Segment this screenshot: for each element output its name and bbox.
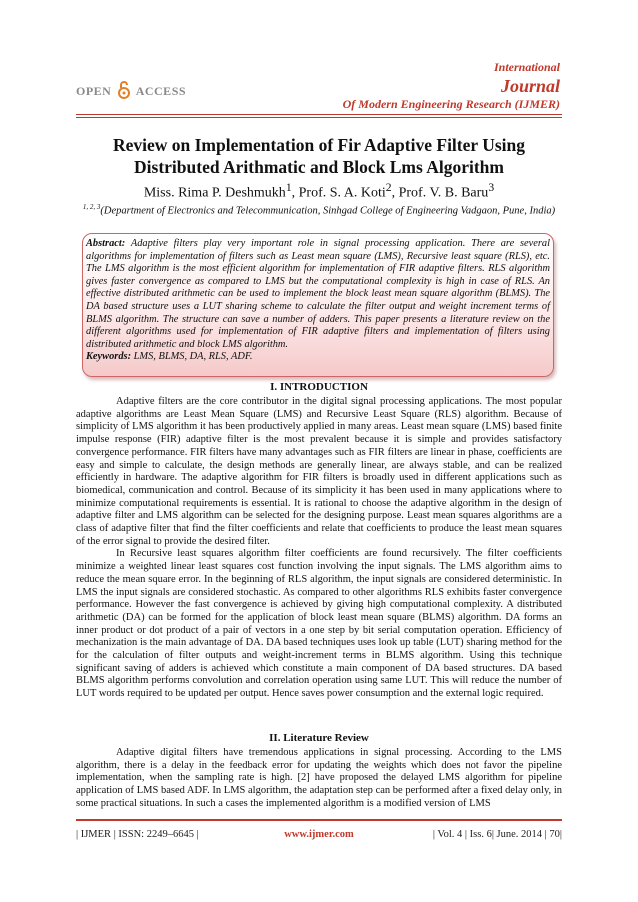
keywords-label: Keywords:	[86, 351, 132, 363]
section-1-body	[76, 396, 562, 701]
open-access-right: ACCESS	[135, 84, 187, 98]
keywords-text: LMS, BLMS, DA, RLS, ADF.	[133, 351, 253, 363]
abstract-paragraph	[86, 238, 550, 351]
abstract-text: Adaptive filters play very important role in signal processing application. There are several algorithms for implementation of filters such as Least mean square (LMS), Recursive least square (RLS), etc. The LMS algorithm is the most efficient algorithm for implementation of FIR adaptive filters. RLS algorithm gives faster convergence as compared to LMS but the computational complexity is high in case of RLS. An effective distributed arithmetic can be used to implement the block least mean square algorithm (BLMS). The DA based structure uses a LUT sharing scheme to calculate the filter output and weight increment terms of BLMS algorithm. The structure can save a number of adders. This paper presents a literature review on the different algorithms used for implementation of FIR adaptive filters and implementation of filters using distributed arithmetic and block LMS algorithm.	[86, 238, 550, 350]
affiliation	[76, 201, 562, 218]
author-1-sup: 1	[285, 181, 292, 194]
affiliation-text: (Department of Electronics and Telecommunication, Sinhgad College of Engineering Vadgaon, Pune, India)	[100, 205, 556, 217]
author-3-sup: 3	[488, 181, 495, 194]
footer-issn: | IJMER | ISSN: 2249–6645 |	[76, 829, 199, 840]
journal-line-name: Of Modern Engineering Research (IJMER)	[342, 97, 560, 111]
section-2-heading: II. Literature Review	[269, 732, 369, 744]
open-lock-icon	[117, 80, 131, 99]
footer-volume: | Vol. 4 | Iss. 6| June. 2014 | 70|	[432, 829, 562, 840]
section-1-para-2: In Recursive least squares algorithm filter coefficients are found recursively. The filter coefficients minimize a weighted linear least squares cost function involving the input signals. The LMS algorithm aims to reduce the mean square error. In the beginning of RLS algorithm, the input signals are considered deterministic. In LMS the input signals are considered stochastic. As compared to other algorithms RLS exhibits faster convergence performance. However the fast convergence is achieved by giving high computational complexity. A distributed arithmetic (DA) can be formed for the application of block least mean square (BLMS) algorithm. DA forms an inner product or dot product of a pair of vectors in a one step by bit serial computation operation. Efficiency of mechanization is the main advantage of DA. DA based techniques uses look up table (LUT) sharing method for the for the calculation of filter outputs and weight-increment terms in BLMS algorithm. Using this technique significant saving of adders is achieved which constitute a main component of DA based structures. DA based BLMS algorithm performs convolution and correlation operation using same LUT. This will reduce the number of LUT words required to be updated per output. Hence saves power consumption and the external logic required.	[76, 548, 562, 700]
section-2-para-1: Adaptive digital filters have tremendous applications in signal processing. According to the LMS algorithm, there is a delay in the feedback error for updating the weights which does not favor the pipeline implementation, when the sampling rate is high. [2] have proposed the delayed LMS algorithm for pipeline application of LMS based ADF. In LMS algorithm, the adaptation step can be performed after a fixed delay only, in some practical situations. In such a cases the implemented algorithm is a modified version of LMS	[76, 747, 562, 809]
header-rule	[76, 114, 562, 115]
abstract-box	[82, 233, 554, 377]
footer-website-link[interactable]: www.ijmer.com	[284, 829, 354, 840]
author-2-sup: 2	[385, 181, 392, 194]
author-2: Prof. S. A. Koti	[298, 185, 386, 201]
keywords-paragraph	[86, 351, 550, 364]
author-1: Miss. Rima P. Deshmukh	[143, 185, 286, 201]
section-1-para-1: Adaptive filters are the core contributor in the digital signal processing applications. The most popular adaptive algorithms are Least Mean Square (LMS) and Recursive Least Square (RLS) algorithm. Because of simplicity of LMS algorithm it has been productively applied in many areas. Least mean square (LMS) based finite impulse response (FIR) adaptive filter is the most prevalent because it is simple and provides satisfactory convergence performance. FIR filters have many advantages such as FIR filters are linear in phase, coefficients are easy and simple to calculate, the design methods are generally linear, are always stable, and can be realized efficiently in hardware. The adaptive algorithm for FIR filters is broadly used in different applications such as biomedical, communication and control. Because of its simplicity it has been used in many applications where to minimize computational requirements is essential. It is rational to choose the adaptive algorithm in the design of adaptive filter and LMS algorithm can be selected for the designing purpose. Least mean squares algorithms are a class of adaptive filter that find the filter coefficients and relate that coefficients to produce the least mean squares of the error signal to provide the desired filter.	[76, 396, 562, 547]
title-line-1: Review on Implementation of Fir Adaptive Filter Using	[112, 135, 526, 155]
abstract-label: Abstract:	[86, 238, 126, 249]
title-line-2: Distributed Arithmatic and Block Lms Algorithm	[134, 157, 504, 177]
author-list: Miss. Rima P. Deshmukh$^1$, Prof. S. A. Koti$^2$, Prof. V. B. Baru$^3$	[143, 181, 495, 201]
paper-title	[76, 134, 562, 178]
header-rule-thin	[76, 117, 562, 118]
journal-line-international: International	[493, 60, 560, 74]
journal-line-journal: Journal	[500, 76, 560, 96]
author-3: Prof. V. B. Baru	[398, 185, 489, 201]
affiliation-sup: 1, 2, 3	[82, 203, 101, 211]
journal-masthead	[343, 60, 560, 112]
open-access-logo	[76, 80, 186, 99]
footer-rule	[76, 819, 562, 821]
open-access-left: OPEN	[76, 84, 112, 98]
section-2-body	[76, 747, 562, 811]
section-1-heading: I. INTRODUCTION	[270, 381, 368, 393]
